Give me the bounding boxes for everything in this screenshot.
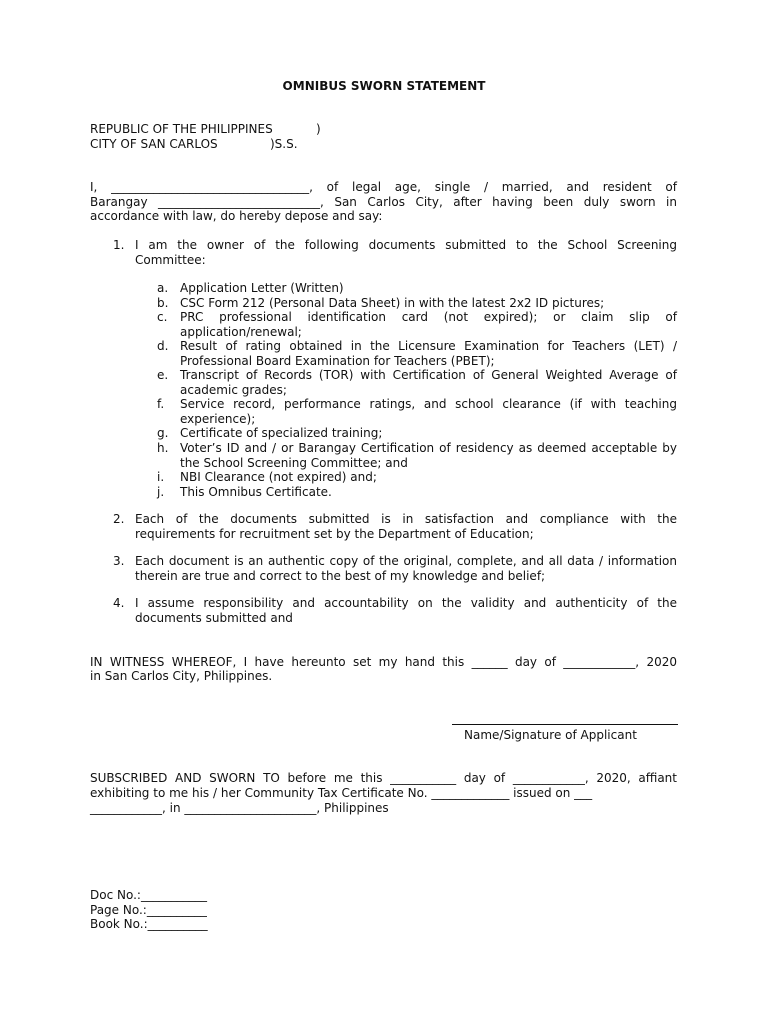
document-title: OMNIBUS SWORN STATEMENT bbox=[282, 79, 486, 93]
doc-e-text-1: Transcript of Records (TOR) with Certification of General Weighted Average of bbox=[180, 368, 677, 382]
doc-e-text-2: academic grades; bbox=[180, 383, 287, 397]
venue-republic: REPUBLIC OF THE PHILIPPINES bbox=[90, 122, 273, 136]
doc-d-letter: d. bbox=[157, 339, 169, 353]
venue-city-mark: )S.S. bbox=[270, 137, 298, 151]
item-1-number: 1. bbox=[113, 238, 125, 252]
notary-book-no: Book No.:__________ bbox=[90, 917, 208, 931]
doc-h-letter: h. bbox=[157, 441, 169, 455]
doc-d-text-2: Professional Board Examination for Teachers (PBET); bbox=[180, 354, 495, 368]
doc-i-letter: i. bbox=[157, 470, 165, 484]
doc-e-letter: e. bbox=[157, 368, 169, 382]
signature-line bbox=[452, 724, 678, 725]
doc-b-letter: b. bbox=[157, 296, 169, 310]
item-4-number: 4. bbox=[113, 596, 125, 610]
intro-line-3: accordance with law, do hereby depose and say: bbox=[90, 209, 383, 223]
item-1-line-1: I am the owner of the following documents submitted to the School Screening bbox=[135, 238, 677, 252]
doc-f-text-2: experience); bbox=[180, 412, 256, 426]
item-4-line-2: documents submitted and bbox=[135, 611, 293, 625]
doc-g-letter: g. bbox=[157, 426, 169, 440]
item-2-line-2: requirements for recruitment set by the Department of Education; bbox=[135, 527, 534, 541]
doc-f-text-1: Service record, performance ratings, and school clearance (if with teaching bbox=[180, 397, 677, 411]
doc-h-text-1: Voter’s ID and / or Barangay Certification of residency as deemed acceptable by bbox=[180, 441, 677, 455]
doc-c-text-2: application/renewal; bbox=[180, 325, 302, 339]
subscribed-line-1: SUBSCRIBED AND SWORN TO before me this ___________ day of ____________, 2020, affiant bbox=[90, 771, 677, 785]
doc-c-text-1: PRC professional identification card (not expired); or claim slip of bbox=[180, 310, 677, 324]
subscribed-line-3: ____________, in ______________________, Philippines bbox=[90, 801, 389, 815]
witness-line-1: IN WITNESS WHEREOF, I have hereunto set my hand this ______ day of ____________, 2020 bbox=[90, 655, 677, 669]
notary-page-no: Page No.:__________ bbox=[90, 903, 207, 917]
intro-line-2: Barangay ___________________________, San Carlos City, after having been duly sworn in bbox=[90, 195, 677, 209]
doc-a-text: Application Letter (Written) bbox=[180, 281, 344, 295]
item-3-number: 3. bbox=[113, 554, 125, 568]
doc-j-letter: j. bbox=[157, 485, 165, 499]
doc-g-text: Certificate of specialized training; bbox=[180, 426, 383, 440]
item-2-number: 2. bbox=[113, 512, 125, 526]
doc-i-text: NBI Clearance (not expired) and; bbox=[180, 470, 377, 484]
doc-d-text-1: Result of rating obtained in the Licensure Examination for Teachers (LET) / bbox=[180, 339, 677, 353]
doc-b-text: CSC Form 212 (Personal Data Sheet) in with the latest 2x2 ID pictures; bbox=[180, 296, 605, 310]
item-3-line-1: Each document is an authentic copy of the original, complete, and all data / information bbox=[135, 554, 677, 568]
item-4-line-1: I assume responsibility and accountability on the validity and authenticity of the bbox=[135, 596, 677, 610]
intro-line-1: I, _________________________________, of legal age, single / married, and resident of bbox=[90, 180, 677, 194]
doc-a-letter: a. bbox=[157, 281, 169, 295]
witness-line-2: in San Carlos City, Philippines. bbox=[90, 669, 273, 683]
venue-city: CITY OF SAN CARLOS bbox=[90, 137, 218, 151]
doc-c-letter: c. bbox=[157, 310, 168, 324]
item-3-line-2: therein are true and correct to the best of my knowledge and belief; bbox=[135, 569, 546, 583]
signature-label: Name/Signature of Applicant bbox=[464, 728, 637, 742]
notary-doc-no: Doc No.:___________ bbox=[90, 888, 207, 902]
item-2-line-1: Each of the documents submitted is in satisfaction and compliance with the bbox=[135, 512, 677, 526]
subscribed-line-2: exhibiting to me his / her Community Tax Certificate No. _____________ issued on ___ bbox=[90, 786, 593, 800]
item-1-line-2: Committee: bbox=[135, 253, 206, 267]
doc-f-letter: f. bbox=[157, 397, 165, 411]
venue-republic-mark: ) bbox=[316, 122, 321, 136]
doc-h-text-2: the School Screening Committee; and bbox=[180, 456, 408, 470]
doc-j-text: This Omnibus Certificate. bbox=[180, 485, 332, 499]
